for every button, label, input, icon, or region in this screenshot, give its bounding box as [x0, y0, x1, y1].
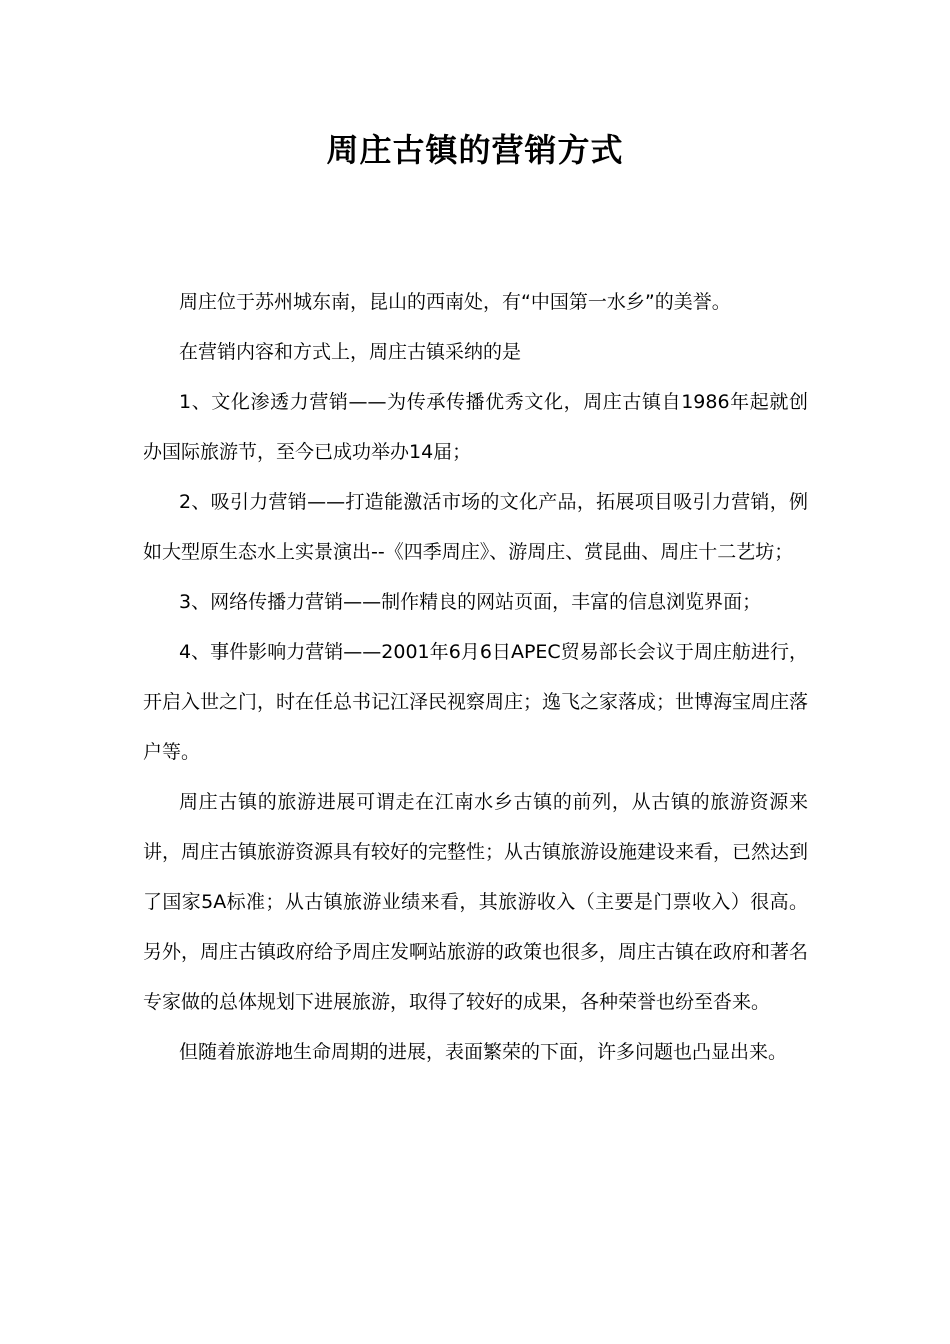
paragraph-intro: 周庄位于苏州城东南，昆山的西南处，有“中国第一水乡”的美誉。: [179, 291, 731, 313]
paragraph-item-3: 3、网络传播力营销——制作精良的网站页面，丰富的信息浏览界面；: [179, 591, 762, 613]
paragraph-item-1: 1、文化渗透力营销——为传承传播优秀文化，周庄古镇自1986年起就创办国际旅游节，至今已成功举办14届；: [143, 391, 808, 463]
paragraph-item-4: 4、事件影响力营销——2001年6月6日APEC贸易部长会议于周庄舫进行，开启入世之门，时在任总书记江泽民视察周庄；逸飞之家落成；世博海宝周庄落户等。: [143, 641, 809, 763]
paragraph-marketing-lead: 在营销内容和方式上，周庄古镇采纳的是: [179, 341, 522, 363]
paragraph-development: 周庄古镇的旅游进展可谓走在江南水乡古镇的前列，从古镇的旅游资源来讲，周庄古镇旅游资源具有较好的完整性；从古镇旅游设施建设来看，已然达到了国家5A标准；从古镇旅游业绩来看，其旅游收入（主要是门票收入）很高。另外，周庄古镇政府给予周庄发啊站旅游的政策也很多，周庄古镇在政府和著名专家做的总体规划下进展旅游，取得了较好的成果，各种荣誉也纷至沓来。: [143, 791, 809, 1013]
document-title: 周庄古镇的营销方式: [326, 131, 624, 169]
paragraph-problems: 但随着旅游地生命周期的进展，表面繁荣的下面，许多问题也凸显出来。: [179, 1041, 788, 1063]
paragraph-item-2: 2、吸引力营销——打造能激活市场的文化产品，拓展项目吸引力营销，例如大型原生态水上实景演出--《四季周庄》、游周庄、赏昆曲、周庄十二艺坊；: [143, 491, 808, 563]
document-body: [143, 277, 808, 1077]
